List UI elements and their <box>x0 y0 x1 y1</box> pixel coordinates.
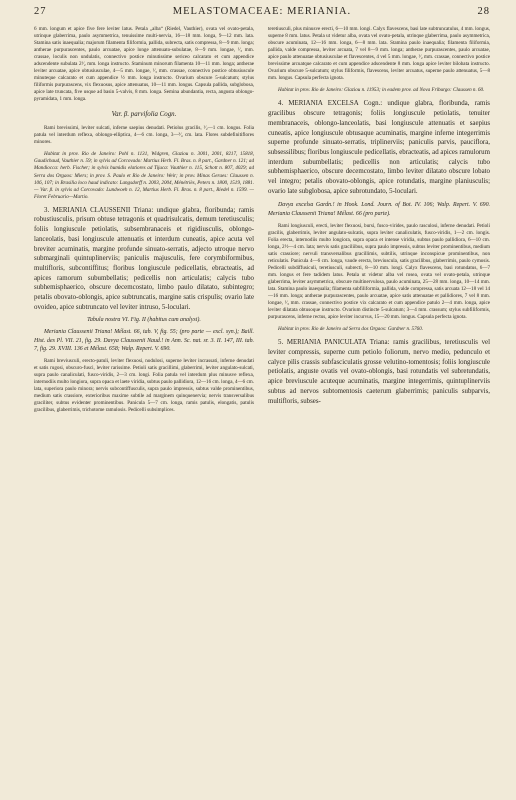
species-3-synonymy: Meriania Claussenii Triana! Mélast. 66, tab. V, fig. 55; (pro parte — excl. syn.); Baill. Hist. des Pl. VII. 21, fig. 29. Davya Claussenii Naud.! in Ann. Sc. nat. sr. 3. II. 147, III. tab. 7, fig. 29. XVIII. 136 et Mélast. 658; Walp. Repert. V. 690. <box>34 329 254 352</box>
variety-description: Rami brevissimi, leviter sulcati, inferne saepius denudati. Petiolus gracilis, ¹⁄₂—1 cm. longus. Folia patula vel interdum reflexa, oblongo-elliptica, 4—6 cm. longa, 3—³⁄₄ cm. lata. Flores subdefinitiflores minores. <box>34 125 254 146</box>
running-header <box>34 6 490 22</box>
species-4-diagnosis: 4. MERIANIA EXCELSA Cogn.: undique glabra, floribunda, ramis gracilibus obscure tetragonis; foliis longiuscule petiolatis, tenuiter membranaceis, oblongo-lanceolatis, basi longiuscule attenuatis et saepius cuneatis, apice longiuscule obtusaque acuminatis, margine inferne integerrimis superne profunde sinuato-serratis, triplinerviis; paniculis parvis, pauciflora, subsessilibus; floribus longiuscule pedicellatis, ebracteatis, ad apices ramulorum interdum subumbellatis; pedicellis non articulatis; calycis tubo subhemisphaerico, obscure decemcostato, limbo leviter dilatato obscure lobato vel integro; petalis obovato-oblongis, apice rotundatis, margine planiusculis; ovario late subglobosa, apice subrotundato, 5-loculari. <box>268 100 490 195</box>
species-4-description: Rami longiusculi, erecti, leviter flexuosi, bursi, fusco-virides, paulo rasculosi, inferne denudati. Petioli gracilis, glaberrimis, leviter angulato-sulcatis, supra leviter canaliculatis, fusco-viridis, 1—2 cm. longis. Folia erecta, internodiis multo longiora, supra opaca et intense viridia, subtus paulo pallidiora, 6—10 cm. longa, 2½—4 cm. lata; nervis satis graciliibus, supra paulo impressis, subtus leviter prominentibus, medium satis crassiore; nervuli transversalibus gracillimis, subtilis, utrinque inconspicue prominentibus, non reticulatis. Panicula 4—6 cm. longa, vaude erecta, breviuscula, satis gracilibus, glaberrimis, paulo cymosis. Pedicelli subdiffusiculi, teretiusculi, subrecti, 8—10 mm. longi. Calyx flavescens, basi rotundatus, 6—7 mm. longus et fere tadidem latus. Petala ut videtur alba vel rosea, ovata vel ovato-petala, utrinque glaberrima, leviter asymmetrica, obscure multinervulosa, paulo acuminata, 25—28 mm. longa, 10—14 mm. lata. Stamina paulo inaequalia; filamenta subfiliformia, pallida, valde compressa, satis arcuata 12—18 vel 14—16 mm. longa; antherae purpurascentes, paulo arcuatae, apice satis attenuatae et pallidiores, 7 vel 8 mm. longae, ¹⁄₃ mm. crassae, connectivo postice vix calcarato et cum appendice patulo 2—4 mm. longa, apice leviter dilatata obtusoque instructo. Ovarium distincte 5-sulcatum; 3—4 mm. crassum; stylus subfiliformis, purpurascens, inferne rectus, apice leviter incurvus, 15—20 mm. longus. Capsula perfecta ignota. <box>268 222 490 321</box>
habitat-paragraph: Habitat in prov. Rio de Janeiro: Pohl n. 1131, Widgren, Glaziou n. 3001, 2001, 8217, 15818, Gaudichaud, Vauthier n. 59; in sylvis ad Corcovado: Martius Herb. Fl. Bras. n. 8 part., Gardner n. 121; ad Mandiocca: herb. Fischer; in sylvis humidis elatiores ad Tijuca: Vauthier n. 115, Schott n. 807, 4029; ad Serra dos Orgaos: Miers; in prov. S. Paulo et Rio de Janeiro: Weir; in prov. Minas Geraes: Claussen n. 106, 107; in Brasilia loco haud indicato: Langsdorff n. 2003, 2004, Ménétriès, Peters n. 1800, 1519, 1881. — Var. β. in sylvis ad Corcovado: Lundwoeh n. 12, Martius Herb. Fl. Bras. n. 8 part., Riedel n. 1599. — Floret Februario—Martio. <box>34 151 254 200</box>
species-3-description: Rami breviusculi, erecto-patuli, leviter flexuosi, nodulosi, superne leviter incrassati, inferne denudati et satis rugosi, obscuro-fusci, leviter rarissime. Petioli satis gracillimi, glaberrimi, leviter angulato-sulcati, supra paulo canaliculati, fusco-viridis, 2—3 cm. longi. Folia patula vel interdum plus minusve reflexa, internodiis multo longiora, supra opaca et laete viridia, subtus paulo pallidiora, 12—16 cm. longa, 4—6 cm. lata, superiora paulo minora; nervis subcontiffusculis, supra paulo impressis, subtus valde prominentibus, medium satis crassiore, exterioribus maxime subtile ad marginem quinquenervia; nervis transversalibus graciliter, subtus evidenter prominentibus. Panicula 5—7 cm. longa, ramis patulis, elongatis, patulis gracilibus, glaberrimis, trichotome ramulosis. Pedicelli subsimplices. <box>34 357 254 414</box>
species-3-diagnosis: 3. MERIANIA CLAUSSENII Triana: undique glabra, floribunda; ramis robustiusculis, prisum obtuse tetragonis et quadrisulcatis, demum teretiusculis; foliis longiuscule petiolatis, subsembranaceis et rigidiusculis, oblongo-lanceolatis, basi longiuscule attenuatis et interdum cuneatis, apice acuta vel breviter acuminatis, margine profunde sinuato-serratis, adjecto utroque nervo submarginali quintuplinerviis; paniculis majusculis, fere corymbiformibus, multifloris, subcontiffitus; floribus longiuscule pedicellatis, ebracteatis, ad apices ramorum subumbellatis; pedicellis non articulatis; calycis tubo subhemisphaerico, obscure decemcostato, limbo paulo dilatato, subintegro; petalis obovato-oblongis, apice subtruncatis, margine satis crispulis; ovario late ovoideo, apice subtruncato vel leviter intruso, 5-loculari. <box>34 206 254 311</box>
habitat-paragraph-right: Habitat in prov. Rio de Janeiro: Glaziou n. 11953; in eadem prov. ad Nova Friburgo: Claussen n. 60. <box>278 87 485 94</box>
species-4-habitat: Habitat in prov. Rio de Janeiro ad Serra dos Orgaos: Gardner n. 5760. <box>278 326 424 333</box>
left-column <box>34 26 254 414</box>
variety-heading: Var. β. parvifolia Cogn. <box>111 110 177 118</box>
description-continuation-right: teretiusculi, plus minusve erecti, 6—10 mm. longi. Calyx flavescens, basi late subtruncatulus, 4 mm. longus, superne 8 mm. latus. Petala ut videtur alba, ovata vel ovato-petala, utrinque glaberrima, paulo asymmetrica, obscure acuminata, 12—16 mm. longa, 6—8 mm. lata. Stamina paulo inaequalia; filamenta filiformia, pallida, valde compressa, leviter arcuata, 7 vel 8—9 mm. longa; antherae purpurascentes, paulo arcuatae, apice paulo attenuatae obtusiusculae et flavescentes, 4 vel 5 mm. longae, ¹⁄₂ mm. crassae, connectivo postice brevissime arcuatque calcarato et cum appendice adscendente 8 mm. longa apice leviter bilobata instructo. Ovarium obscure 5-sulcatum; stylus filiformis, flavescens, leviter arcuatus, superne paulo attenuatus, 5—8 mm. longus. Capsula perfecta ignota. <box>268 26 490 82</box>
description-continuation: 6 mm. longum et apice five fere leviter latus. Petala „alba“ (Riedel, Vauthier), ovata vel ovato-petala, utrinque glaberrima, paulo asymmetrica, tenuissime multi-nervia, 16—18 mm. longa, 9—12 mm. lata. Stamina satis inaequalia; majorum filamenta filiformia, pallida, subrecta, satis compressa, 8—9 mm. longa; antherae purpurascentes, paulo arcuatae, apice longe attenuato-subulatae, 8—9 mm. longae, ¹⁄₃ mm. crassae, loculis non undulatis, connectivo postice minutissime sericeo calcarato et cum appendice adscendente subulata 2¹⁄₂ mm. longa instructo. Staminum minorum filamenta 10—11 mm. longa; antherae leviter arcuatae, apice obtusiusculae, 4—5 mm. longae, ¹⁄₃ mm. crassae, connectivo postice obtusiuscule minuteque calcarato et cum appendice ½ mm. longa instructo. Ovarium obscure 5-sulcatum; stylus filiformis purpurascens, vix flexuosus, apice attenuatus, 10—11 mm. longus. Capsula pallida, subglobosa, apice late truncata, five usque ad basin 5-valvis, 8 mm. longa. Semina abundantia, recta, angusta oblongo-pyramidata, 1 mm. longa. <box>34 26 254 103</box>
species-5-diagnosis: 5. MERIANIA PANICULATA Triana: ramis gracilibus, teretiusculis vel leviter compressis, superne cum petiolo foliorum, nervo medio, pedunculo et calyce pilis crassis subfasciculatis grosse velutino-tomentosis; foliis longiuscule petiolatis, anguste ovatis vel ovato-oblongis, basi rotundatis vel subretundatis, apice breviuscule acuteque acuminatis, margine integerrimis, quintuplinerviis subtus ad nervos subtomentosis caeterum glaberrimis; paniculis subparvis, multifloris, subses- <box>268 339 490 405</box>
running-title: MELASTOMACEAE: MERIANIA. <box>172 6 352 17</box>
page-number-left: 27 <box>34 6 47 17</box>
page-number-right: 28 <box>477 6 490 17</box>
species-4-synonymy: Davya excelsa Gardn.! in Hook. Lond. Journ. of Bot. IV. 106; Walp. Repert. V. 690. Meriania Claussenii Triana! Mélast. 66 (pro parte). <box>268 202 490 217</box>
right-column <box>268 26 490 406</box>
plate-reference: Tabula nostra VI. Fig. II (habitus cum analysi). <box>87 317 201 324</box>
